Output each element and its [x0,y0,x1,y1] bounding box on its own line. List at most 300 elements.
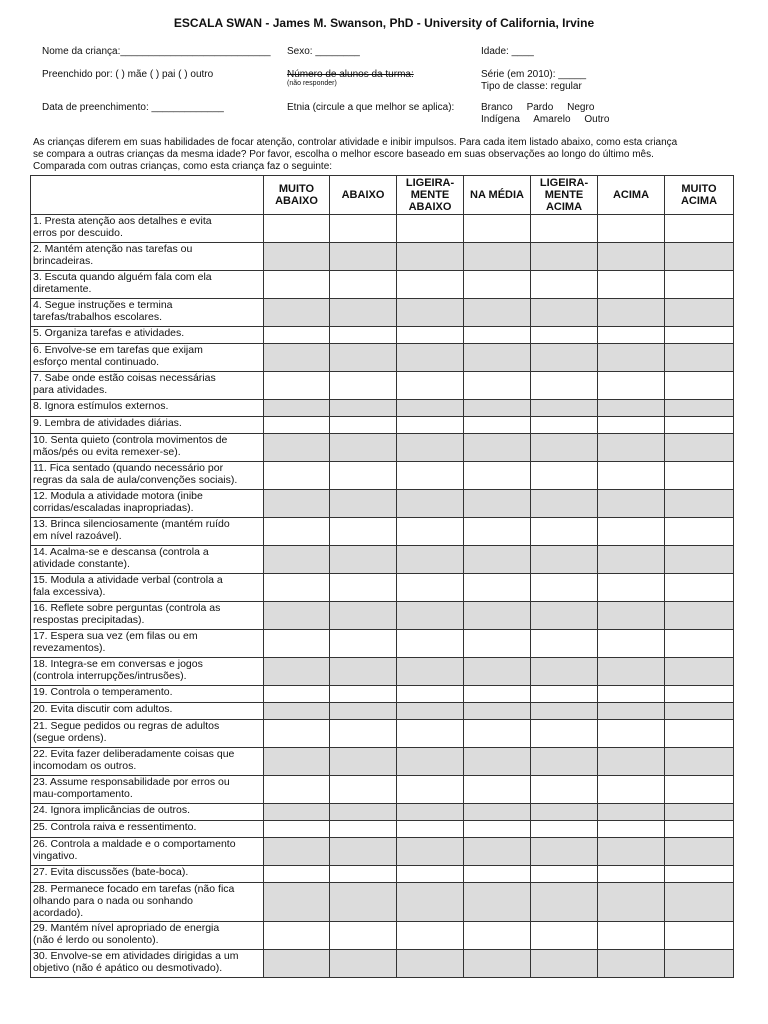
rating-cell[interactable] [598,434,665,462]
rating-cell[interactable] [264,243,330,271]
rating-cell[interactable] [665,630,734,658]
rating-cell[interactable] [531,574,598,602]
rating-cell[interactable] [531,490,598,518]
rating-cell[interactable] [464,630,531,658]
rating-cell[interactable] [464,804,531,821]
rating-cell[interactable] [598,686,665,703]
table-row [31,271,734,299]
rating-cell[interactable] [330,243,397,271]
rating-column-header [397,176,464,215]
rating-cell[interactable] [397,686,464,703]
rating-cell[interactable] [464,462,531,490]
item-text-line: (controla interrupções/intrusões). [33,670,187,682]
rating-cell[interactable] [598,922,665,950]
rating-cell[interactable] [397,602,464,630]
rating-cell[interactable] [264,299,330,327]
rating-cell[interactable] [665,821,734,838]
fill-date-field[interactable]: Data de preenchimento: _____________ [42,102,224,113]
rating-cell[interactable] [598,574,665,602]
item-text-line: 15. Modula a atividade verbal (controla a [33,574,223,586]
rating-cell[interactable] [397,821,464,838]
rating-cell[interactable] [397,518,464,546]
rating-cell[interactable] [531,518,598,546]
item-text-cell [31,574,264,602]
rating-cell[interactable] [330,417,397,434]
rating-cell[interactable] [330,686,397,703]
item-text-line: 17. Espera sua vez (em filas ou em [33,630,198,642]
table-row [31,518,734,546]
item-text-line: 13. Brinca silenciosamente (mantém ruído [33,518,230,530]
rating-cell[interactable] [330,271,397,299]
rating-cell[interactable] [330,434,397,462]
rating-cell[interactable] [264,720,330,748]
column-header-line: MUITO [681,183,717,195]
rating-cell[interactable] [464,686,531,703]
rating-cell[interactable] [598,327,665,344]
rating-cell[interactable] [464,883,531,922]
column-header-line: ABAIXO [408,201,452,213]
rating-cell[interactable] [598,838,665,866]
rating-cell[interactable] [531,271,598,299]
rating-cell[interactable] [531,344,598,372]
rating-cell[interactable] [464,748,531,776]
rating-cell[interactable] [264,866,330,883]
rating-cell[interactable] [264,490,330,518]
rating-cell[interactable] [330,748,397,776]
table-row [31,243,734,271]
rating-cell[interactable] [531,630,598,658]
rating-cell[interactable] [397,215,464,243]
rating-column-header [531,176,598,215]
rating-cell[interactable] [397,434,464,462]
rating-cell[interactable] [531,327,598,344]
rating-cell[interactable] [598,518,665,546]
rating-cell[interactable] [531,838,598,866]
rating-cell[interactable] [531,720,598,748]
rating-cell[interactable] [464,417,531,434]
table-row [31,630,734,658]
rating-cell[interactable] [397,546,464,574]
rating-cell[interactable] [531,434,598,462]
rating-cell[interactable] [330,344,397,372]
rating-cell[interactable] [264,804,330,821]
rating-cell[interactable] [464,866,531,883]
rating-cell[interactable] [665,546,734,574]
rating-column-header [665,176,734,215]
rating-cell[interactable] [531,804,598,821]
item-text-line: 6. Envolve-se em tarefas que exijam [33,344,203,356]
item-text-line: 24. Ignora implicâncias de outros. [33,804,191,816]
rating-cell[interactable] [330,327,397,344]
table-row [31,838,734,866]
rating-cell[interactable] [531,372,598,400]
rating-cell[interactable] [464,950,531,978]
rating-cell[interactable] [598,490,665,518]
rating-cell[interactable] [665,703,734,720]
student-count-field: Número de alunos da turma: [287,69,414,80]
rating-cell[interactable] [464,271,531,299]
item-text-cell [31,720,264,748]
table-row [31,602,734,630]
rating-cell[interactable] [330,546,397,574]
item-text-line: revezamentos). [33,642,106,654]
rating-cell[interactable] [598,271,665,299]
rating-cell[interactable] [264,686,330,703]
rating-cell[interactable] [665,748,734,776]
rating-cell[interactable] [397,922,464,950]
item-text-line: 10. Senta quieto (controla movimentos de [33,434,228,446]
item-text-line: atividade constante). [33,558,130,570]
rating-cell[interactable] [330,950,397,978]
rating-cell[interactable] [397,574,464,602]
rating-cell[interactable] [531,602,598,630]
rating-cell[interactable] [330,821,397,838]
rating-cell[interactable] [531,950,598,978]
rating-cell[interactable] [464,215,531,243]
rating-cell[interactable] [264,518,330,546]
rating-cell[interactable] [665,299,734,327]
rating-cell[interactable] [330,518,397,546]
age-field[interactable]: Idade: ____ [481,46,534,57]
table-row [31,703,734,720]
rating-cell[interactable] [598,215,665,243]
rating-cell[interactable] [531,748,598,776]
rating-cell[interactable] [330,462,397,490]
rating-cell[interactable] [665,574,734,602]
rating-cell[interactable] [665,602,734,630]
rating-cell[interactable] [330,299,397,327]
rating-cell[interactable] [264,434,330,462]
rating-cell[interactable] [264,417,330,434]
rating-cell[interactable] [464,372,531,400]
rating-cell[interactable] [397,490,464,518]
item-text-cell [31,748,264,776]
rating-cell[interactable] [397,703,464,720]
rating-cell[interactable] [665,518,734,546]
rating-cell[interactable] [598,372,665,400]
rating-cell[interactable] [264,630,330,658]
rating-cell[interactable] [397,838,464,866]
item-text-line: esforço mental continuado. [33,356,160,368]
rating-cell[interactable] [531,922,598,950]
rating-cell[interactable] [397,299,464,327]
rating-cell[interactable] [330,658,397,686]
child-name-field[interactable]: Nome da criança:___________________________ [42,46,271,57]
rating-cell[interactable] [531,546,598,574]
rating-cell[interactable] [665,720,734,748]
rating-cell[interactable] [397,658,464,686]
rating-cell[interactable] [665,327,734,344]
table-row [31,776,734,804]
rating-cell[interactable] [264,327,330,344]
rating-cell[interactable] [264,546,330,574]
item-text-cell [31,658,264,686]
rating-cell[interactable] [598,821,665,838]
item-text-cell [31,417,264,434]
rating-cell[interactable] [397,462,464,490]
item-text-line: 25. Controla raiva e ressentimento. [33,821,197,833]
column-header-line: NA MÉDIA [470,189,524,201]
swan-rating-table [30,175,734,978]
rating-cell[interactable] [598,720,665,748]
rating-cell[interactable] [397,804,464,821]
item-text-cell [31,883,264,922]
rating-cell[interactable] [464,703,531,720]
rating-cell[interactable] [531,299,598,327]
rating-cell[interactable] [397,748,464,776]
rating-cell[interactable] [330,720,397,748]
instructions-line: As crianças diferem em suas habilidades de focar atenção, controlar atividade e inibir impulsos. Para cada item listado abaixo, como esta criança [33,137,678,148]
rating-cell[interactable] [665,866,734,883]
rating-cell[interactable] [531,400,598,417]
rating-cell[interactable] [464,434,531,462]
rating-cell[interactable] [264,883,330,922]
rating-cell[interactable] [598,400,665,417]
rating-cell[interactable] [397,950,464,978]
rating-cell[interactable] [464,327,531,344]
table-row [31,462,734,490]
column-header-line: MUITO [278,183,315,195]
rating-cell[interactable] [598,602,665,630]
table-row [31,574,734,602]
rating-cell[interactable] [598,417,665,434]
rating-cell[interactable] [330,215,397,243]
item-text-line: 3. Escuta quando alguém fala com ela [33,271,212,283]
column-header-line: ACIMA [612,189,650,201]
rating-cell[interactable] [665,950,734,978]
rating-cell[interactable] [598,658,665,686]
rating-cell[interactable] [397,776,464,804]
rating-cell[interactable] [531,686,598,703]
rating-cell[interactable] [665,462,734,490]
rating-cell[interactable] [330,703,397,720]
item-text-cell [31,950,264,978]
rating-cell[interactable] [264,950,330,978]
item-text-line: regras da sala de aula/convenções sociais). [33,474,238,486]
rating-cell[interactable] [397,344,464,372]
ethnicity-options-row2[interactable]: Indígena Amarelo Outro [481,114,610,125]
column-header-line: ACIMA [680,195,718,207]
rating-cell[interactable] [264,400,330,417]
rating-cell[interactable] [330,776,397,804]
rating-cell[interactable] [397,417,464,434]
rating-cell[interactable] [665,922,734,950]
rating-cell[interactable] [531,703,598,720]
rating-cell[interactable] [531,658,598,686]
item-text-line: 7. Sabe onde estão coisas necessárias [33,372,216,384]
rating-cell[interactable] [598,776,665,804]
rating-cell[interactable] [464,922,531,950]
rating-cell[interactable] [464,490,531,518]
rating-cell[interactable] [598,546,665,574]
item-text-line: 21. Segue pedidos ou regras de adultos [33,720,220,732]
rating-cell[interactable] [665,372,734,400]
rating-cell[interactable] [397,271,464,299]
rating-cell[interactable] [531,243,598,271]
item-text-line: brincadeiras. [33,255,94,267]
rating-cell[interactable] [598,243,665,271]
rating-cell[interactable] [665,658,734,686]
rating-cell[interactable] [464,776,531,804]
item-text-line: 16. Reflete sobre perguntas (controla as [33,602,221,614]
rating-cell[interactable] [264,838,330,866]
grade-field[interactable]: Série (em 2010): _____ [481,69,587,80]
rating-cell[interactable] [598,703,665,720]
ethnicity-options-row1[interactable]: Branco Pardo Negro [481,102,595,113]
instructions-line: se compara a outras crianças da mesma idade? Por favor, escolha o melhor escore baseado em suas observações ao longo do último mês. [33,149,654,160]
rating-cell[interactable] [397,630,464,658]
table-row [31,417,734,434]
rating-cell[interactable] [264,748,330,776]
rating-cell[interactable] [464,658,531,686]
rating-cell[interactable] [264,703,330,720]
rating-cell[interactable] [464,546,531,574]
rating-cell[interactable] [531,883,598,922]
ethnicity-label: Etnia (circule a que melhor se aplica): [287,102,455,113]
rating-cell[interactable] [665,243,734,271]
rating-cell[interactable] [531,462,598,490]
item-text-line: vingativo. [33,850,78,862]
rating-cell[interactable] [665,804,734,821]
item-text-cell [31,400,264,417]
rating-cell[interactable] [464,518,531,546]
item-text-line: 11. Fica sentado (quando necessário por [33,462,224,474]
item-text-line: 2. Mantém atenção nas tarefas ou [33,243,193,255]
rating-cell[interactable] [397,372,464,400]
rating-column-header [464,176,531,215]
rating-cell[interactable] [264,602,330,630]
rating-cell[interactable] [598,804,665,821]
do-not-answer-note: (não responder) [287,80,337,87]
item-text-line: diretamente. [33,283,92,295]
item-text-line: 22. Evita fazer deliberadamente coisas que [33,748,235,760]
table-row [31,299,734,327]
rating-cell[interactable] [464,243,531,271]
table-row [31,490,734,518]
rating-cell[interactable] [665,490,734,518]
rating-cell[interactable] [264,922,330,950]
rating-cell[interactable] [464,720,531,748]
rating-cell[interactable] [330,490,397,518]
rating-cell[interactable] [264,372,330,400]
item-text-line: incomodam os outros. [33,760,137,772]
rating-cell[interactable] [397,327,464,344]
rating-cell[interactable] [531,215,598,243]
rating-cell[interactable] [464,602,531,630]
rating-cell[interactable] [665,400,734,417]
rating-cell[interactable] [464,299,531,327]
rating-cell[interactable] [598,299,665,327]
rating-cell[interactable] [397,243,464,271]
item-text-line: 29. Mantém nível apropriado de energia [33,922,220,934]
rating-cell[interactable] [598,748,665,776]
rating-cell[interactable] [330,804,397,821]
class-type-field: Tipo de classe: regular [481,81,582,92]
sex-field[interactable]: Sexo: ________ [287,46,360,57]
rating-cell[interactable] [464,400,531,417]
rating-cell[interactable] [330,866,397,883]
rating-cell[interactable] [264,215,330,243]
rating-cell[interactable] [264,574,330,602]
rating-cell[interactable] [598,866,665,883]
item-text-line: 5. Organiza tarefas e atividades. [33,327,185,339]
item-text-cell [31,866,264,883]
rating-cell[interactable] [397,720,464,748]
rating-cell[interactable] [531,866,598,883]
rating-cell[interactable] [330,883,397,922]
rating-cell[interactable] [665,838,734,866]
rating-cell[interactable] [665,344,734,372]
item-text-line: corridas/escaladas inapropriadas). [33,502,194,514]
rating-cell[interactable] [665,434,734,462]
rating-cell[interactable] [397,883,464,922]
rating-cell[interactable] [330,630,397,658]
rating-cell[interactable] [665,417,734,434]
instructions [33,137,733,173]
rating-cell[interactable] [665,776,734,804]
rating-cell[interactable] [330,574,397,602]
table-row [31,372,734,400]
rating-cell[interactable] [264,821,330,838]
rating-cell[interactable] [665,686,734,703]
rating-cell[interactable] [330,922,397,950]
item-text-line: (segue ordens). [33,732,107,744]
rating-cell[interactable] [665,215,734,243]
rating-cell[interactable] [665,271,734,299]
item-text-line: mau-comportamento. [33,788,133,800]
rating-cell[interactable] [397,400,464,417]
rating-cell[interactable] [598,630,665,658]
rating-cell[interactable] [598,950,665,978]
rating-cell[interactable] [397,866,464,883]
item-text-line: em nível razoável). [33,530,122,542]
rating-cell[interactable] [464,838,531,866]
item-text-cell [31,490,264,518]
item-text-line: 19. Controla o temperamento. [33,686,173,698]
rating-cell[interactable] [531,821,598,838]
rating-cell[interactable] [264,462,330,490]
rating-cell[interactable] [330,838,397,866]
rating-cell[interactable] [598,344,665,372]
item-text-line: fala excessiva). [33,586,106,598]
item-text-line: 1. Presta atenção aos detalhes e evita [33,215,212,227]
rating-cell[interactable] [531,776,598,804]
rating-cell[interactable] [598,883,665,922]
item-text-cell [31,327,264,344]
rating-cell[interactable] [464,574,531,602]
rating-cell[interactable] [330,400,397,417]
rating-cell[interactable] [264,658,330,686]
table-row [31,400,734,417]
rating-cell[interactable] [264,271,330,299]
rating-cell[interactable] [598,462,665,490]
rating-cell[interactable] [330,372,397,400]
rating-cell[interactable] [531,417,598,434]
rating-cell[interactable] [464,821,531,838]
rating-cell[interactable] [264,776,330,804]
rating-cell[interactable] [330,602,397,630]
rating-cell[interactable] [665,883,734,922]
form-title: ESCALA SWAN - James M. Swanson, PhD - University of California, Irvine [173,16,595,30]
column-header-line: LIGEIRA- [405,177,455,189]
item-text-cell [31,243,264,271]
filled-by-field[interactable]: Preenchido por: ( ) mãe ( ) pai ( ) outro [42,69,214,80]
item-text-line: 4. Segue instruções e termina [33,299,173,311]
rating-cell[interactable] [264,344,330,372]
rating-cell[interactable] [464,344,531,372]
item-text-cell [31,804,264,821]
table-row [31,344,734,372]
